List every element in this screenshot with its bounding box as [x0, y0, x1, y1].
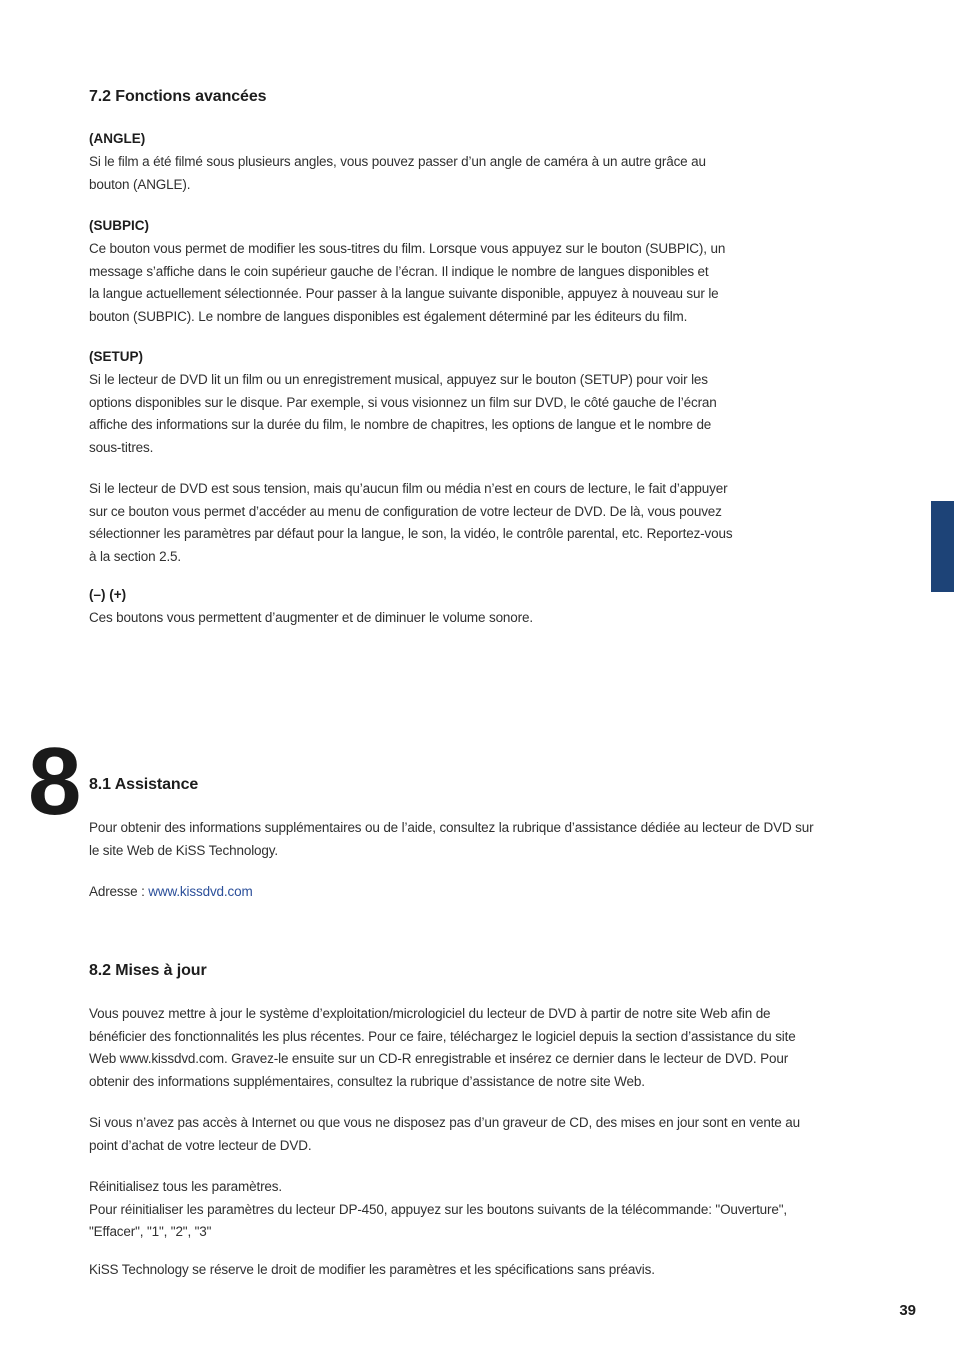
address-label: Adresse : — [89, 884, 149, 899]
updates-paragraph-2 — [89, 1112, 800, 1157]
section-7-2-title: 7.2 Fonctions avancées — [89, 88, 267, 105]
text-line: KiSS Technology se réserve le droit de modifier les paramètres et les spécifications sans préavis. — [89, 1262, 655, 1277]
text-line: Réinitialisez tous les paramètres. — [89, 1179, 282, 1194]
text-line: point d’achat de votre lecteur de DVD. — [89, 1137, 312, 1153]
volume-heading: (–) (+) — [89, 587, 127, 602]
text-line: bouton (SUBPIC). Le nombre de langues disponibles est également déterminé par les éditeurs du film. — [89, 308, 688, 324]
text-line: bouton (ANGLE). — [89, 176, 191, 192]
angle-heading: (ANGLE) — [89, 131, 146, 146]
chapter-tab-marker — [931, 501, 954, 592]
setup-paragraph-2 — [89, 478, 732, 568]
disclaimer-paragraph — [89, 1259, 655, 1282]
updates-paragraph-1 — [89, 1003, 796, 1093]
website-link[interactable]: www.kissdvd.com — [148, 884, 253, 899]
text-line: Pour obtenir des informations supplémentaires ou de l’aide, consultez la rubrique d’assistance dédiée au lecteur de DVD sur — [89, 820, 814, 835]
text-line: Si le lecteur de DVD lit un film ou un enregistrement musical, appuyez sur le bouton (SETUP) pour voir les — [89, 372, 708, 387]
setup-paragraph — [89, 369, 717, 459]
text-line: Si le lecteur de DVD est sous tension, mais qu’aucun film ou média n’est en cours de lecture, le fait d’appuyer — [89, 481, 728, 496]
text-line: Si vous n’avez pas accès à Internet ou que vous ne disposez pas d’un graveur de CD, des mises en jour sont en vente au — [89, 1115, 800, 1130]
text-line: sur ce bouton vous permet d’accéder au menu de configuration de votre lecteur de DVD. De là, vous pouvez — [89, 503, 722, 519]
angle-paragraph — [89, 151, 706, 196]
subpic-paragraph — [89, 238, 725, 328]
text-line: à la section 2.5. — [89, 548, 182, 564]
text-line: "Effacer", "1", "2", "3" — [89, 1224, 212, 1239]
text-line: options disponibles sur le disque. Par exemple, si vous visionnez un film sur DVD, le côté gauche de l’écran — [89, 394, 717, 410]
text-line: affiche des informations sur la durée du film, le nombre de chapitres, les options de langue et le nombre de — [89, 417, 712, 432]
setup-heading: (SETUP) — [89, 349, 143, 364]
text-line: Si le film a été filmé sous plusieurs angles, vous pouvez passer d’un angle de caméra à un autre grâce au — [89, 154, 706, 169]
text-line: bénéficier des fonctionnalités les plus récentes. Pour ce faire, téléchargez le logiciel depuis la section d’assistance du site — [89, 1028, 796, 1044]
text-line: message s’affiche dans le coin supérieur gauche de l’écran. Il indique le nombre de langues disponibles et — [89, 263, 709, 279]
text-line: Ce bouton vous permet de modifier les sous-titres du film. Lorsque vous appuyez sur le bouton (SUBPIC), un — [89, 241, 726, 256]
text-line: la langue actuellement sélectionnée. Pour passer à la langue suivante disponible, appuyez à nouveau sur le — [89, 286, 719, 301]
text-line: Web www.kissdvd.com. Gravez-le ensuite sur un CD-R enregistrable et insérez ce dernier dans le lecteur de DVD. Pour — [89, 1051, 789, 1066]
text-line: Pour réinitialiser les paramètres du lecteur DP-450, appuyez sur les boutons suivants de la télécommande: "Ouverture", — [89, 1201, 787, 1217]
reset-paragraph — [89, 1176, 787, 1244]
section-8-1-title: 8.1 Assistance — [89, 776, 199, 793]
subpic-heading: (SUBPIC) — [89, 218, 149, 233]
text-line: obtenir des informations supplémentaires, consultez la rubrique d’assistance de notre site Web. — [89, 1073, 645, 1089]
chapter-number: 8 — [28, 728, 79, 835]
address-line — [89, 881, 253, 904]
text-line: Vous pouvez mettre à jour le système d’exploitation/micrologiciel du lecteur de DVD à partir de notre site Web afin de — [89, 1006, 771, 1021]
text-line: le site Web de KiSS Technology. — [89, 842, 278, 858]
page-number: 39 — [899, 1302, 916, 1319]
assistance-paragraph — [89, 817, 813, 862]
text-line: sous-titres. — [89, 439, 154, 455]
section-8-2-title: 8.2 Mises à jour — [89, 962, 207, 979]
text-line: Ces boutons vous permettent d’augmenter et de diminuer le volume sonore. — [89, 610, 533, 625]
text-line: sélectionner les paramètres par défaut pour la langue, le son, la vidéo, le contrôle parental, etc. Reportez-vous — [89, 526, 733, 541]
volume-paragraph — [89, 607, 533, 630]
